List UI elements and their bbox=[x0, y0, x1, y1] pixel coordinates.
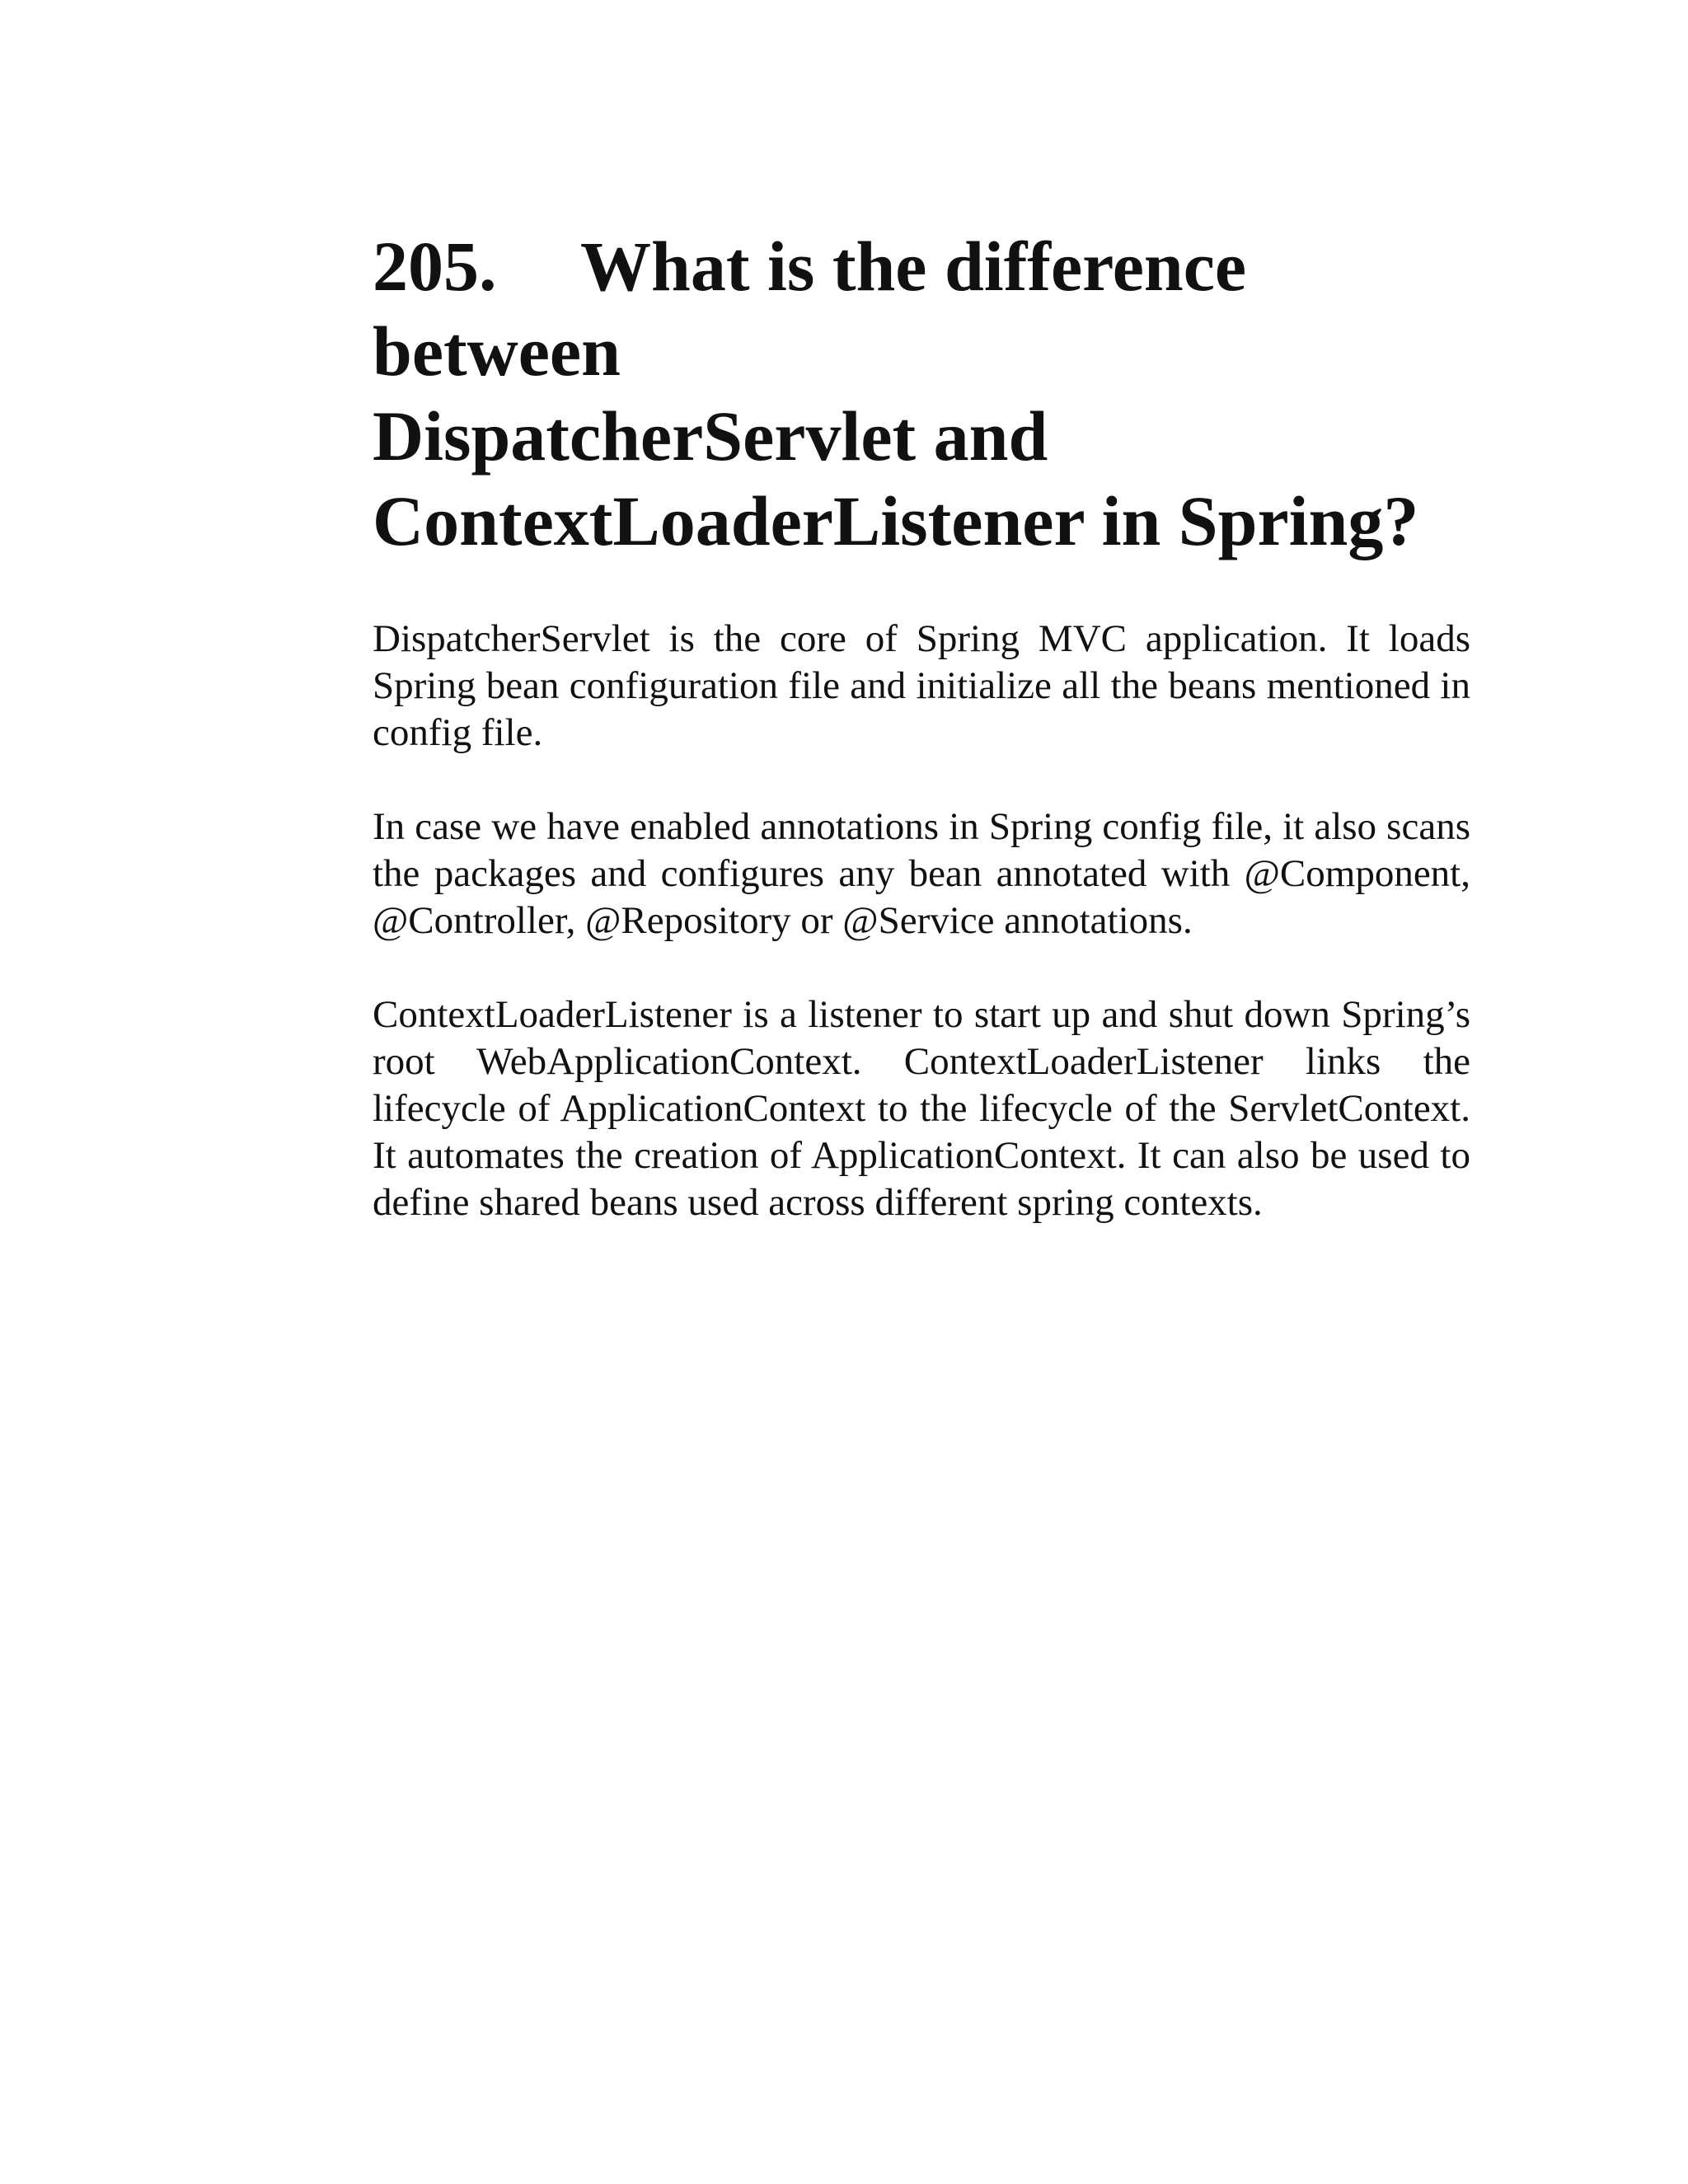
question-title-part-3: ContextLoaderListener in Spring? bbox=[373, 481, 1419, 560]
question-number: 205. bbox=[373, 227, 497, 306]
answer-paragraph-context-loader-listener: ContextLoaderListener is a listener to start up and shut down Spring’s root WebApplicationContext. ContextLoaderListener links the lifecycle of ApplicationContext to the lifecycle of the ServletContext. It automates the creation of ApplicationContext. It can also be used to define shared beans used across different spring contexts. bbox=[373, 993, 1470, 1224]
question-title-part-2: DispatcherServlet and bbox=[373, 396, 1048, 476]
question-heading bbox=[373, 224, 1470, 564]
question-title-part-1: What is the difference between bbox=[373, 227, 1247, 391]
page-content bbox=[373, 224, 1470, 1226]
answer-paragraph-annotations: In case we have enabled annotations in Spring config file, it also scans the packages and configures any bean annotated with @Component, @Controller, @Repository or @Service annotations. bbox=[373, 805, 1470, 942]
answer-paragraph-dispatcher-servlet: DispatcherServlet is the core of Spring MVC application. It loads Spring bean configuration file and initialize all the beans mentioned in config file. bbox=[373, 617, 1470, 754]
question-heading-line-1 bbox=[373, 224, 1470, 394]
